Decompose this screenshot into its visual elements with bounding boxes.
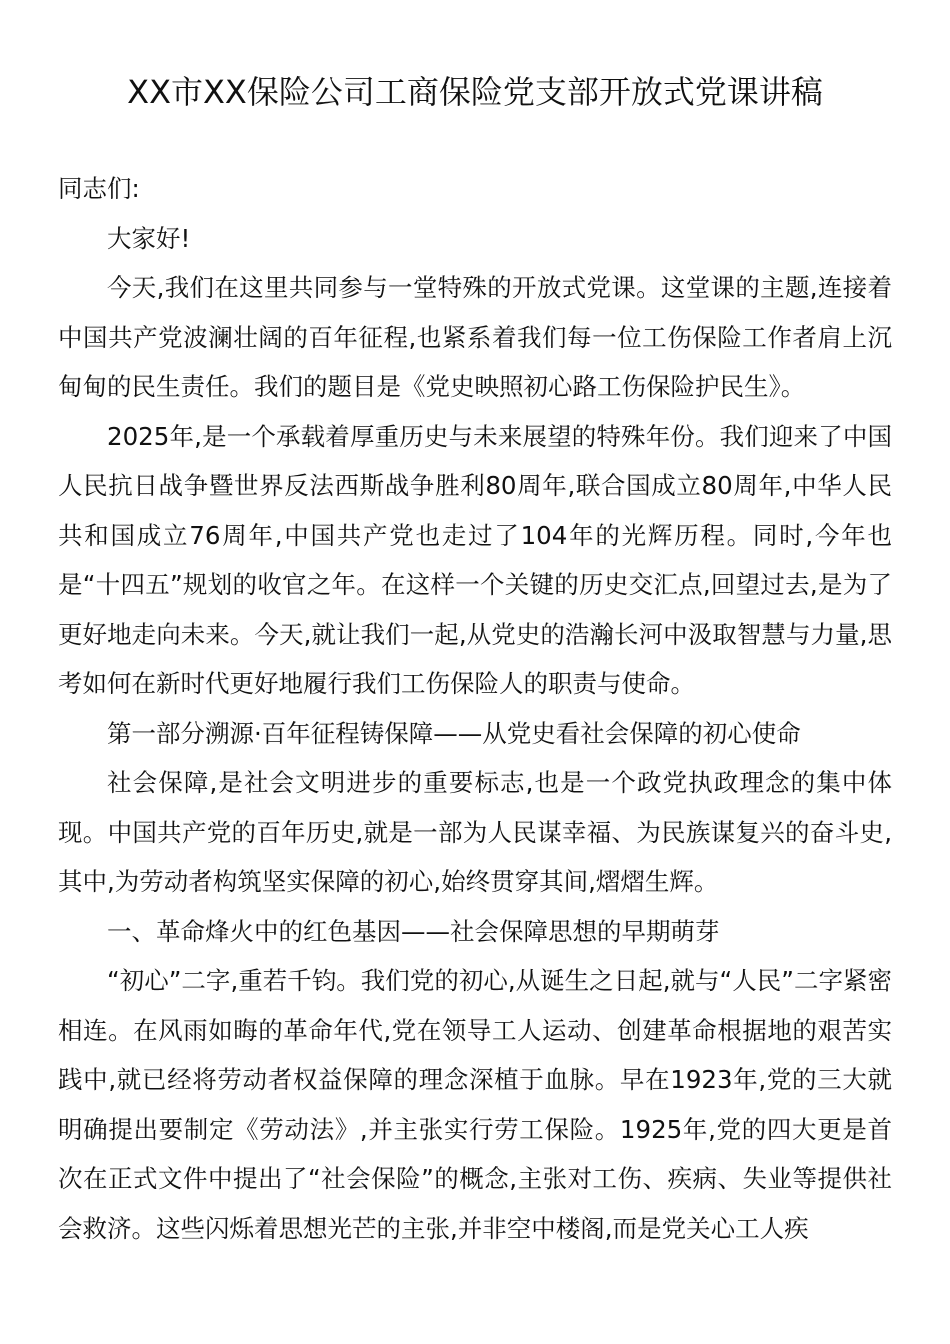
section-heading-part-one: 第一部分溯源·百年征程铸保障——从党史看社会保障的初心使命 — [107, 718, 801, 748]
greeting: 大家好! — [107, 223, 191, 253]
document-body — [58, 164, 892, 1253]
subsection-heading-one: 一、革命烽火中的红色基因——社会保障思想的早期萌芽 — [107, 916, 720, 946]
intro-paragraph: 今天,我们在这里共同参与一堂特殊的开放式党课。这堂课的主题,连接着中国共产党波澜壮阔的百年征程,也紧系着我们每一位工伤保险工作者肩上沉甸甸的民生责任。我们的题目是《党史映照初心路工伤保险护民生》。 — [58, 273, 892, 401]
section-intro-paragraph: 社会保障,是社会文明进步的重要标志,也是一个政党执政理念的集中体现。中国共产党的百年历史,就是一部为人民谋幸福、为民族谋复兴的奋斗史,其中,为劳动者构筑坚实保障的初心,始终贯穿其间,熠熠生辉。 — [58, 768, 892, 896]
history-paragraph: “初心”二字,重若千钧。我们党的初心,从诞生之日起,就与“人民”二字紧密相连。在风雨如晦的革命年代,党在领导工人运动、创建革命根据地的艰苦实践中,就已经将劳动者权益保障的理念深植于血脉。早在1923年,党的三大就明确提出要制定《劳动法》,并主张实行劳工保险。1925年,党的四大更是首次在正式文件中提出了“社会保险”的概念,主张对工伤、疾病、失业等提供社会救济。这些闪烁着思想光芒的主张,并非空中楼阁,而是党关心工人疾 — [58, 966, 892, 1243]
document-title: XX市XX保险公司工商保险党支部开放式党课讲稿 — [127, 73, 823, 111]
salutation: 同志们: — [58, 174, 140, 203]
year-context-paragraph: 2025年,是一个承载着厚重历史与未来展望的特殊年份。我们迎来了中国人民抗日战争暨世界反法西斯战争胜利80周年,联合国成立80周年,中华人民共和国成立76周年,中国共产党也走过了104年的光辉历程。同时,今年也是“十四五”规划的收官之年。在这样一个关键的历史交汇点,回望过去,是为了更好地走向未来。今天,就让我们一起,从党史的浩瀚长河中汲取智慧与力量,思考如何在新时代更好地履行我们工伤保险人的职责与使命。 — [58, 421, 892, 698]
